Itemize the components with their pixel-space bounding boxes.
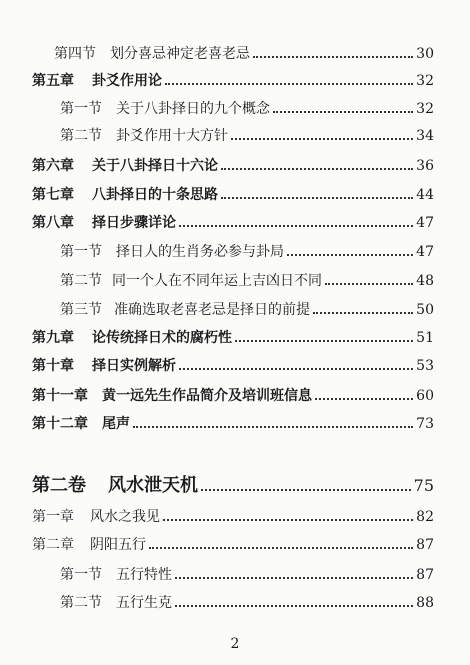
entry-title: 阴阳五行 [90, 537, 146, 553]
entry-label: 第九章 [32, 330, 74, 346]
dot-leader [163, 519, 413, 521]
toc-entry[interactable] [32, 536, 434, 554]
toc-entry[interactable] [60, 243, 434, 261]
toc-entry[interactable] [32, 357, 434, 375]
entry-title: 择日步骤详论 [92, 215, 176, 231]
entry-label: 第四节 [54, 46, 96, 62]
entry-title: 卦爻作用十大方针 [116, 128, 228, 144]
dot-leader [313, 312, 413, 314]
entry-label: 第十二章 [32, 416, 88, 432]
toc-entry[interactable] [32, 157, 434, 175]
dot-leader [273, 111, 413, 113]
entry-page: 88 [416, 595, 434, 611]
entry-title: 论传统择日术的腐朽性 [92, 330, 232, 346]
toc-entry[interactable] [60, 594, 434, 612]
toc-entry[interactable] [60, 301, 434, 319]
entry-page: 82 [416, 509, 434, 525]
entry-label: 第二节 [60, 128, 102, 144]
entry-page: 53 [416, 358, 434, 374]
dot-leader [231, 138, 413, 140]
dot-leader [133, 426, 413, 428]
entry-label: 第六章 [32, 158, 74, 174]
dot-leader [179, 225, 413, 227]
entry-label: 第五章 [32, 73, 74, 89]
entry-title: 风水之我见 [90, 509, 160, 525]
entry-page: 51 [416, 330, 434, 346]
entry-label: 第七章 [32, 187, 74, 203]
entry-page: 36 [416, 158, 434, 174]
toc-entry[interactable] [60, 100, 434, 118]
toc-entry[interactable] [32, 72, 434, 90]
entry-page: 30 [416, 46, 434, 62]
toc-entry[interactable] [60, 127, 434, 145]
dot-leader [235, 340, 413, 342]
dot-leader [165, 83, 413, 85]
entry-title: 划分喜忌神定老喜老忌 [110, 46, 250, 62]
entry-label: 第八章 [32, 215, 74, 231]
toc-entry[interactable] [32, 186, 434, 204]
entry-title: 五行生克 [116, 595, 172, 611]
entry-title: 择日人的生肖务必参与卦局 [116, 244, 284, 260]
entry-label: 第一节 [60, 101, 102, 117]
entry-page: 87 [416, 537, 434, 553]
dot-leader [287, 254, 413, 256]
entry-label: 第二卷 [32, 475, 86, 496]
dot-leader [221, 168, 413, 170]
entry-page: 87 [416, 567, 434, 583]
entry-label: 第二章 [32, 537, 74, 553]
entry-label: 第十一章 [32, 388, 88, 404]
entry-page: 47 [416, 215, 434, 231]
toc-entry[interactable] [32, 214, 434, 232]
entry-page: 48 [416, 273, 434, 289]
dot-leader [315, 398, 413, 400]
toc-entry-volume[interactable] [32, 475, 434, 497]
dot-leader [175, 577, 413, 579]
entry-title: 尾声 [102, 416, 130, 432]
entry-title: 关于八卦择日的九个概念 [116, 101, 270, 117]
toc-entry[interactable] [32, 508, 434, 526]
toc-entry[interactable] [60, 566, 434, 584]
dot-leader [253, 56, 413, 58]
entry-page: 47 [416, 244, 434, 260]
entry-title: 八卦择日的十条思路 [92, 187, 218, 203]
entry-label: 第一节 [60, 244, 102, 260]
entry-title: 关于八卦择日十六论 [92, 158, 218, 174]
toc-entry[interactable] [60, 272, 434, 290]
entry-label: 第二节 [60, 595, 102, 611]
toc-entry[interactable] [32, 329, 434, 347]
toc-entry[interactable] [54, 45, 434, 63]
entry-page: 44 [416, 187, 434, 203]
entry-page: 50 [416, 302, 434, 318]
entry-page: 32 [416, 73, 434, 89]
entry-title: 卦爻作用论 [92, 73, 162, 89]
dot-leader [179, 368, 413, 370]
entry-page: 73 [416, 416, 434, 432]
page-number: 2 [230, 636, 240, 652]
entry-title: 择日实例解析 [92, 358, 176, 374]
dot-leader [201, 489, 411, 491]
entry-title: 同一个人在不同年运上吉凶日不同 [112, 273, 322, 289]
dot-leader [149, 547, 413, 549]
toc-entry[interactable] [32, 415, 434, 433]
entry-label: 第一章 [32, 509, 74, 525]
dot-leader [221, 197, 413, 199]
dot-leader [325, 283, 413, 285]
entry-page: 34 [416, 128, 434, 144]
entry-label: 第十章 [32, 358, 74, 374]
entry-label: 第二节 [60, 273, 102, 289]
entry-label: 第一节 [60, 567, 102, 583]
entry-title: 黄一远先生作品简介及培训班信息 [102, 388, 312, 404]
dot-leader [175, 605, 413, 607]
entry-page: 75 [413, 476, 434, 495]
entry-title: 五行特性 [116, 567, 172, 583]
entry-label: 第三节 [60, 302, 102, 318]
toc-entry[interactable] [32, 387, 434, 405]
entry-page: 32 [416, 101, 434, 117]
entry-page: 60 [416, 388, 434, 404]
entry-title: 风水泄天机 [108, 475, 198, 496]
entry-title: 准确选取老喜老忌是择日的前提 [114, 302, 310, 318]
